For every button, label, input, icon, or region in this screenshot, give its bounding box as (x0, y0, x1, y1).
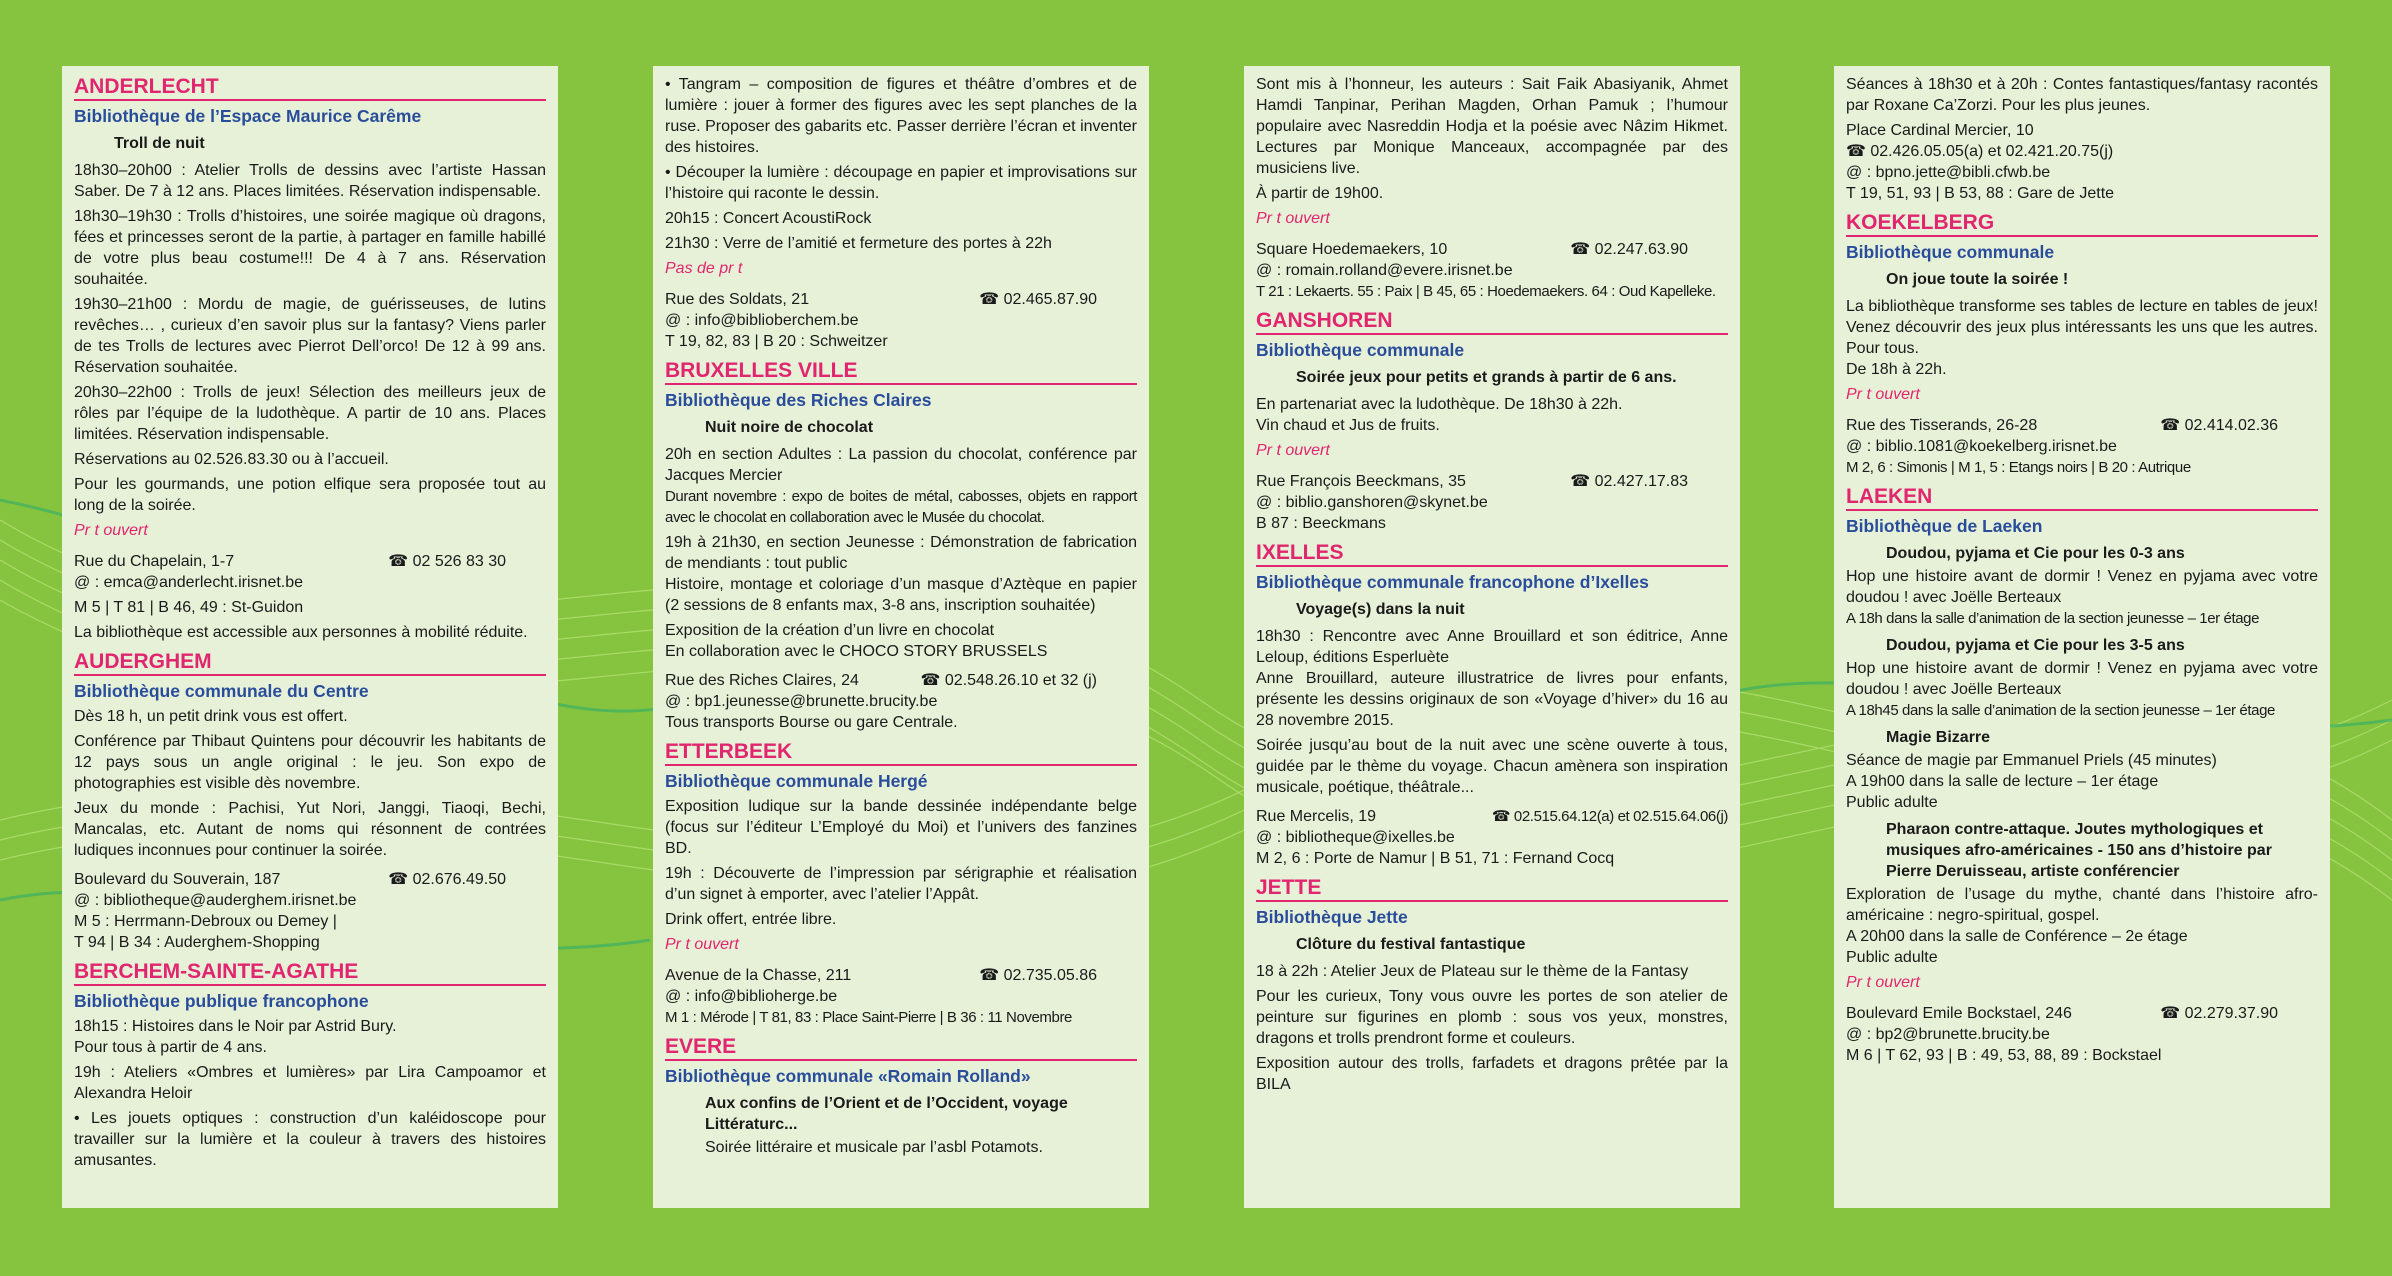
transport: B 87 : Beeckmans (1256, 515, 1386, 532)
transport: M 2, 6 : Simonis | M 1, 5 : Etangs noirs | B 20 : Autrique (1846, 459, 2191, 476)
event-title: Doudou, pyjama et Cie pour les 3-5 ans (1886, 637, 2185, 654)
library-name: Bibliothèque de Laeken (1846, 516, 2043, 536)
paragraph: Exposition autour des trolls, farfadets et dragons prêtée par la BILA (1256, 1055, 1728, 1093)
transport: T 19, 51, 93 | B 53, 88 : Gare de Jette (1846, 185, 2115, 202)
paragraph: Exposition de la création d’un livre en chocolat (665, 622, 995, 639)
address: Avenue de la Chasse, 211 (665, 967, 852, 984)
library-name: Bibliothèque des Riches Claires (665, 390, 932, 410)
paragraph: A 19h00 dans la salle de lecture – 1er étage (1846, 773, 2159, 790)
address: Rue des Soldats, 21 (665, 291, 810, 308)
city-heading: LAEKEN (1846, 484, 2318, 511)
paragraph: Public adulte (1846, 794, 1938, 811)
paragraph: 20h30–22h00 : Trolls de jeux! Sélection des meilleurs jeux de rôles par l’équipe de la ludothèque. A partir de 10 ans. Places limitées. Réservation indispensable. (74, 384, 546, 443)
library-name: Bibliothèque communale du Centre (74, 681, 369, 701)
paragraph: Soirée littéraire et musicale par l’asbl Potamots. (705, 1139, 1043, 1156)
city-heading: JETTE (1256, 875, 1728, 902)
paragraph: Dès 18 h, un petit drink vous est offert. (74, 708, 348, 725)
paragraph: Sont mis à l’honneur, les auteurs : Sait Faik Abasiyanik, Ahmet Hamdi Tanpinar, Perihan Magden, Orhan Pamuk ; l’humour populaire avec Nasreddin Hodja et la poésie avec Nâzim Hikmet. Lectures par Monique Manceaux, accompagnée par des musiciens live. (1256, 76, 1728, 177)
loan-status: Pr t ouvert (1256, 442, 1330, 459)
paragraph: Séance de magie par Emmanuel Priels (45 minutes) (1846, 752, 2217, 769)
library-name: Bibliothèque communale (1256, 340, 1465, 360)
paragraph: Durant novembre : expo de boites de métal, cabosses, objets en rapport avec le chocolat en collaboration avec le Musée du chocolat. (665, 488, 1137, 526)
event-title: Clôture du festival fantastique (1296, 936, 1526, 953)
address-line (1256, 239, 1728, 260)
transport: M 5 | T 81 | B 46, 49 : St-Guidon (74, 599, 304, 616)
paragraph: 20h en section Adultes : La passion du chocolat, conférence par Jacques Mercier (665, 446, 1137, 484)
paragraph: Séances à 18h30 et à 20h : Contes fantastiques/fantasy racontés par Roxane Ca’Zorzi. Pour les plus jeunes. (1846, 76, 2318, 114)
phone: ☎ 02.735.05.86 (979, 967, 1097, 984)
paragraph: 18h15 : Histoires dans le Noir par Astrid Bury. (74, 1018, 397, 1035)
phone: ☎ 02.426.05.05(a) et 02.421.20.75(j) (1846, 143, 2114, 160)
paragraph: 18 à 22h : Atelier Jeux de Plateau sur le thème de la Fantasy (1256, 963, 1689, 980)
address-line (1846, 415, 2318, 436)
phone: ☎ 02.414.02.36 (2160, 417, 2278, 434)
email: @ : info@biblioberchem.be (665, 312, 859, 329)
paragraph: 19h : Découverte de l’impression par sérigraphie et réalisation d’un signet à emporter, avec l’atelier l’Appât. (665, 865, 1137, 903)
paragraph: 20h15 : Concert AcoustiRock (665, 210, 872, 227)
loan-status: Pr t ouvert (665, 936, 739, 953)
phone: ☎ 02.515.64.12(a) et 02.515.64.06(j) (1491, 808, 1728, 825)
address: Boulevard du Souverain, 187 (74, 871, 281, 888)
paragraph: En collaboration avec le CHOCO STORY BRUSSELS (665, 643, 1048, 660)
paragraph: Histoire, montage et coloriage d’un masque d’Aztèque en papier (2 sessions de 8 enfants max, 3-8 ans, inscription souhaitée) (665, 576, 1137, 614)
city-heading: GANSHOREN (1256, 308, 1728, 335)
paragraph: • Découper la lumière : découpage en papier et improvisations sur l’histoire qui raconte le dessin. (665, 164, 1137, 202)
paragraph: Pour les curieux, Tony vous ouvre les portes de son atelier de peinture sur figurines en plomb : sous vos yeux, monstres, dragons et trolls prendront forme et couleurs. (1256, 988, 1728, 1047)
paragraph: 18h30 : Rencontre avec Anne Brouillard et son éditrice, Anne Leloup, éditions Esperluète (1256, 628, 1728, 666)
library-name: Bibliothèque Jette (1256, 907, 1408, 927)
paragraph: La bibliothèque transforme ses tables de lecture en tables de jeux! Venez découvrir des jeux plus intéressants les uns que les autres. Pour tous. (1846, 298, 2318, 357)
paragraph: Public adulte (1846, 949, 1938, 966)
email: @ : bibliotheque@auderghem.irisnet.be (74, 892, 357, 909)
library-name: Bibliothèque communale (1846, 242, 2055, 262)
city-heading: IXELLES (1256, 540, 1728, 567)
city-heading: ANDERLECHT (74, 74, 546, 101)
city-heading: KOEKELBERG (1846, 210, 2318, 237)
address-line (1256, 471, 1728, 492)
panel-column-1 (62, 66, 558, 1208)
library-name: Bibliothèque communale «Romain Rolland» (665, 1066, 1031, 1086)
address: Square Hoedemaekers, 10 (1256, 241, 1448, 258)
paragraph: La bibliothèque est accessible aux personnes à mobilité réduite. (74, 624, 528, 641)
library-name: Bibliothèque communale Hergé (665, 771, 928, 791)
loan-status: Pr t ouvert (1846, 386, 1920, 403)
paragraph: Exposition ludique sur la bande dessinée indépendante belge (focus sur l’éditeur L’Employé du Moi) et l’univers des fanzines BD. (665, 798, 1137, 857)
event-title: Nuit noire de chocolat (705, 419, 874, 436)
paragraph: A 18h45 dans la salle d’animation de la section jeunesse – 1er étage (1846, 702, 2275, 719)
phone: ☎ 02 526 83 30 (388, 553, 506, 570)
event-title: Voyage(s) dans la nuit (1296, 601, 1465, 618)
email: @ : romain.rolland@evere.irisnet.be (1256, 262, 1513, 279)
paragraph: 19h à 21h30, en section Jeunesse : Démonstration de fabrication de mendiants : tout public (665, 534, 1137, 572)
address-line (665, 670, 1137, 691)
loan-status: Pas de pr t (665, 260, 743, 277)
loan-status: Pr t ouvert (74, 522, 148, 539)
paragraph: Hop une histoire avant de dormir ! Venez en pyjama avec votre doudou ! avec Joëlle Berteaux (1846, 568, 2318, 606)
city-heading: EVERE (665, 1034, 1137, 1061)
paragraph: 21h30 : Verre de l’amitié et fermeture des portes à 22h (665, 235, 1052, 252)
paragraph: Hop une histoire avant de dormir ! Venez en pyjama avec votre doudou ! avec Joëlle Berteaux (1846, 660, 2318, 698)
paragraph: • Les jouets optiques : construction d’un kaléidoscope pour travailler sur la lumière et la couleur à travers des histoires amusantes. (74, 1110, 546, 1169)
paragraph: Soirée jusqu’au bout de la nuit avec une scène ouverte à tous, guidée par le thème du voyage. Chacun amènera son inspiration musicale, poétique, théâtrale... (1256, 737, 1728, 796)
city-heading: AUDERGHEM (74, 649, 546, 676)
email: @ : info@biblioherge.be (665, 988, 838, 1005)
transport: M 6 | T 62, 93 | B : 49, 53, 88, 89 : Bockstael (1846, 1047, 2162, 1064)
paragraph: De 18h à 22h. (1846, 361, 1947, 378)
phone: ☎ 02.279.37.90 (2160, 1005, 2278, 1022)
transport: T 94 | B 34 : Auderghem-Shopping (74, 934, 320, 951)
phone: ☎ 02.548.26.10 et 32 (j) (920, 672, 1097, 689)
loan-status: Pr t ouvert (1846, 974, 1920, 991)
address-line (74, 869, 546, 890)
paragraph: A 20h00 dans la salle de Conférence – 2e étage (1846, 928, 2188, 945)
paragraph: En partenariat avec la ludothèque. De 18h30 à 22h. (1256, 396, 1623, 413)
paragraph: 18h30–20h00 : Atelier Trolls de dessins avec l’artiste Hassan Saber. De 7 à 12 ans. Places limitées. Réservation indispensable. (74, 162, 546, 200)
paragraph: Pour les gourmands, une potion elfique sera proposée tout au long de la soirée. (74, 476, 546, 514)
email: @ : biblio.ganshoren@skynet.be (1256, 494, 1488, 511)
event-title: Magie Bizarre (1886, 729, 1991, 746)
paragraph: Anne Brouillard, auteure illustratrice de livres pour enfants, présente les dessins originaux de son «Voyage d’hiver» du 16 au 28 novembre 2015. (1256, 670, 1728, 729)
email: @ : biblio.1081@koekelberg.irisnet.be (1846, 438, 2117, 455)
phone: ☎ 02.676.49.50 (388, 871, 506, 888)
paragraph: Jeux du monde : Pachisi, Yut Nori, Janggi, Tiaoqi, Bechi, Mancalas, etc. Autant de noms qui résonnent de contrées ludiques inconnues pour continuer la soirée. (74, 800, 546, 859)
address: Rue François Beeckmans, 35 (1256, 473, 1466, 490)
email: @ : bp1.jeunesse@brunette.brucity.be (665, 693, 938, 710)
transport: T 21 : Lekaerts. 55 : Paix | B 45, 65 : Hoedemaekers. 64 : Oud Kapelleke. (1256, 283, 1716, 300)
panel-column-4 (1834, 66, 2330, 1208)
paragraph: Exploration de l’usage du mythe, chanté dans l’histoire afro-américaine : negro-spiritual, gospel. (1846, 886, 2318, 924)
library-name: Bibliothèque de l’Espace Maurice Carême (74, 106, 422, 126)
event-title: Pharaon contre-attaque. Joutes mythologiques et musiques afro-américaines - 150 ans d’histoire par Pierre Deruisseau, artiste conférencier (1886, 821, 2272, 880)
address: Rue du Chapelain, 1-7 (74, 553, 235, 570)
city-heading: BERCHEM-SAINTE-AGATHE (74, 959, 546, 986)
phone: ☎ 02.427.17.83 (1570, 473, 1688, 490)
address: Rue Mercelis, 19 (1256, 808, 1377, 825)
address-line (1846, 1003, 2318, 1024)
event-title: On joue toute la soirée ! (1886, 271, 2069, 288)
address-line (665, 289, 1137, 310)
phone: ☎ 02.465.87.90 (979, 291, 1097, 308)
transport: T 19, 82, 83 | B 20 : Schweitzer (665, 333, 888, 350)
library-name: Bibliothèque publique francophone (74, 991, 369, 1011)
panel-column-3 (1244, 66, 1740, 1208)
transport: M 5 : Herrmann-Debroux ou Demey | (74, 913, 337, 930)
paragraph: Conférence par Thibaut Quintens pour découvrir les habitants de 12 pays sous un angle original : le jeu. Son expo de photographies est visible dès novembre. (74, 733, 546, 792)
address-line (665, 965, 1137, 986)
event-title: Troll de nuit (114, 135, 205, 152)
loan-status: Pr t ouvert (1256, 210, 1330, 227)
address: Place Cardinal Mercier, 10 (1846, 122, 2034, 139)
paragraph: Drink offert, entrée libre. (665, 911, 837, 928)
transport: M 1 : Mérode | T 81, 83 : Place Saint-Pierre | B 36 : 11 Novembre (665, 1009, 1073, 1026)
transport: Tous transports Bourse ou gare Centrale. (665, 714, 958, 731)
address: Boulevard Emile Bockstael, 246 (1846, 1005, 2072, 1022)
address-line (74, 551, 546, 572)
address: Rue des Riches Claires, 24 (665, 672, 859, 689)
email: @ : bpno.jette@bibli.cfwb.be (1846, 164, 2051, 181)
email: @ : bp2@brunette.brucity.be (1846, 1026, 2050, 1043)
city-heading: BRUXELLES VILLE (665, 358, 1137, 385)
paragraph: 19h : Ateliers «Ombres et lumières» par Lira Campoamor et Alexandra Heloir (74, 1064, 546, 1102)
address: Rue des Tisserands, 26-28 (1846, 417, 2038, 434)
paragraph: A 18h dans la salle d’animation de la section jeunesse – 1er étage (1846, 610, 2260, 627)
paragraph: Réservations au 02.526.83.30 ou à l’accueil. (74, 451, 389, 468)
event-title: Doudou, pyjama et Cie pour les 0-3 ans (1886, 545, 2185, 562)
library-name: Bibliothèque communale francophone d’Ixelles (1256, 572, 1649, 592)
paragraph: • Tangram – composition de figures et théâtre d’ombres et de lumière : jouer à former des figures avec les sept planches de la ruse. Proposer des gabarits etc. Passer derrière l’écran et inventer des histoires. (665, 76, 1137, 156)
event-title: Soirée jeux pour petits et grands à partir de 6 ans. (1296, 369, 1677, 386)
paragraph: Vin chaud et Jus de fruits. (1256, 417, 1440, 434)
panel-column-2 (653, 66, 1149, 1208)
paragraph: À partir de 19h00. (1256, 185, 1384, 202)
paragraph: 19h30–21h00 : Mordu de magie, de guérisseuses, de lutins revêches… , curieux d’en savoir plus sur la fantasy? Viens parler de tes Trolls de lectures avec Pierrot Dell’orco! De 12 à 99 ans. Réservation souhaitée. (74, 296, 546, 376)
email: @ : bibliotheque@ixelles.be (1256, 829, 1455, 846)
city-heading: ETTERBEEK (665, 739, 1137, 766)
paragraph: Pour tous à partir de 4 ans. (74, 1039, 267, 1056)
email: @ : emca@anderlecht.irisnet.be (74, 574, 304, 591)
event-title: Aux confins de l’Orient et de l’Occident, voyage Littératurc... (705, 1095, 1068, 1133)
address-line (1256, 806, 1728, 827)
phone: ☎ 02.247.63.90 (1570, 241, 1688, 258)
paragraph: 18h30–19h30 : Trolls d’histoires, une soirée magique où dragons, fées et princesses seront de la partie, à partager en famille habillé de votre plus beau costume!!! De 4 à 7 ans. Réservation souhaitée. (74, 208, 546, 288)
transport: M 2, 6 : Porte de Namur | B 51, 71 : Fernand Cocq (1256, 850, 1615, 867)
